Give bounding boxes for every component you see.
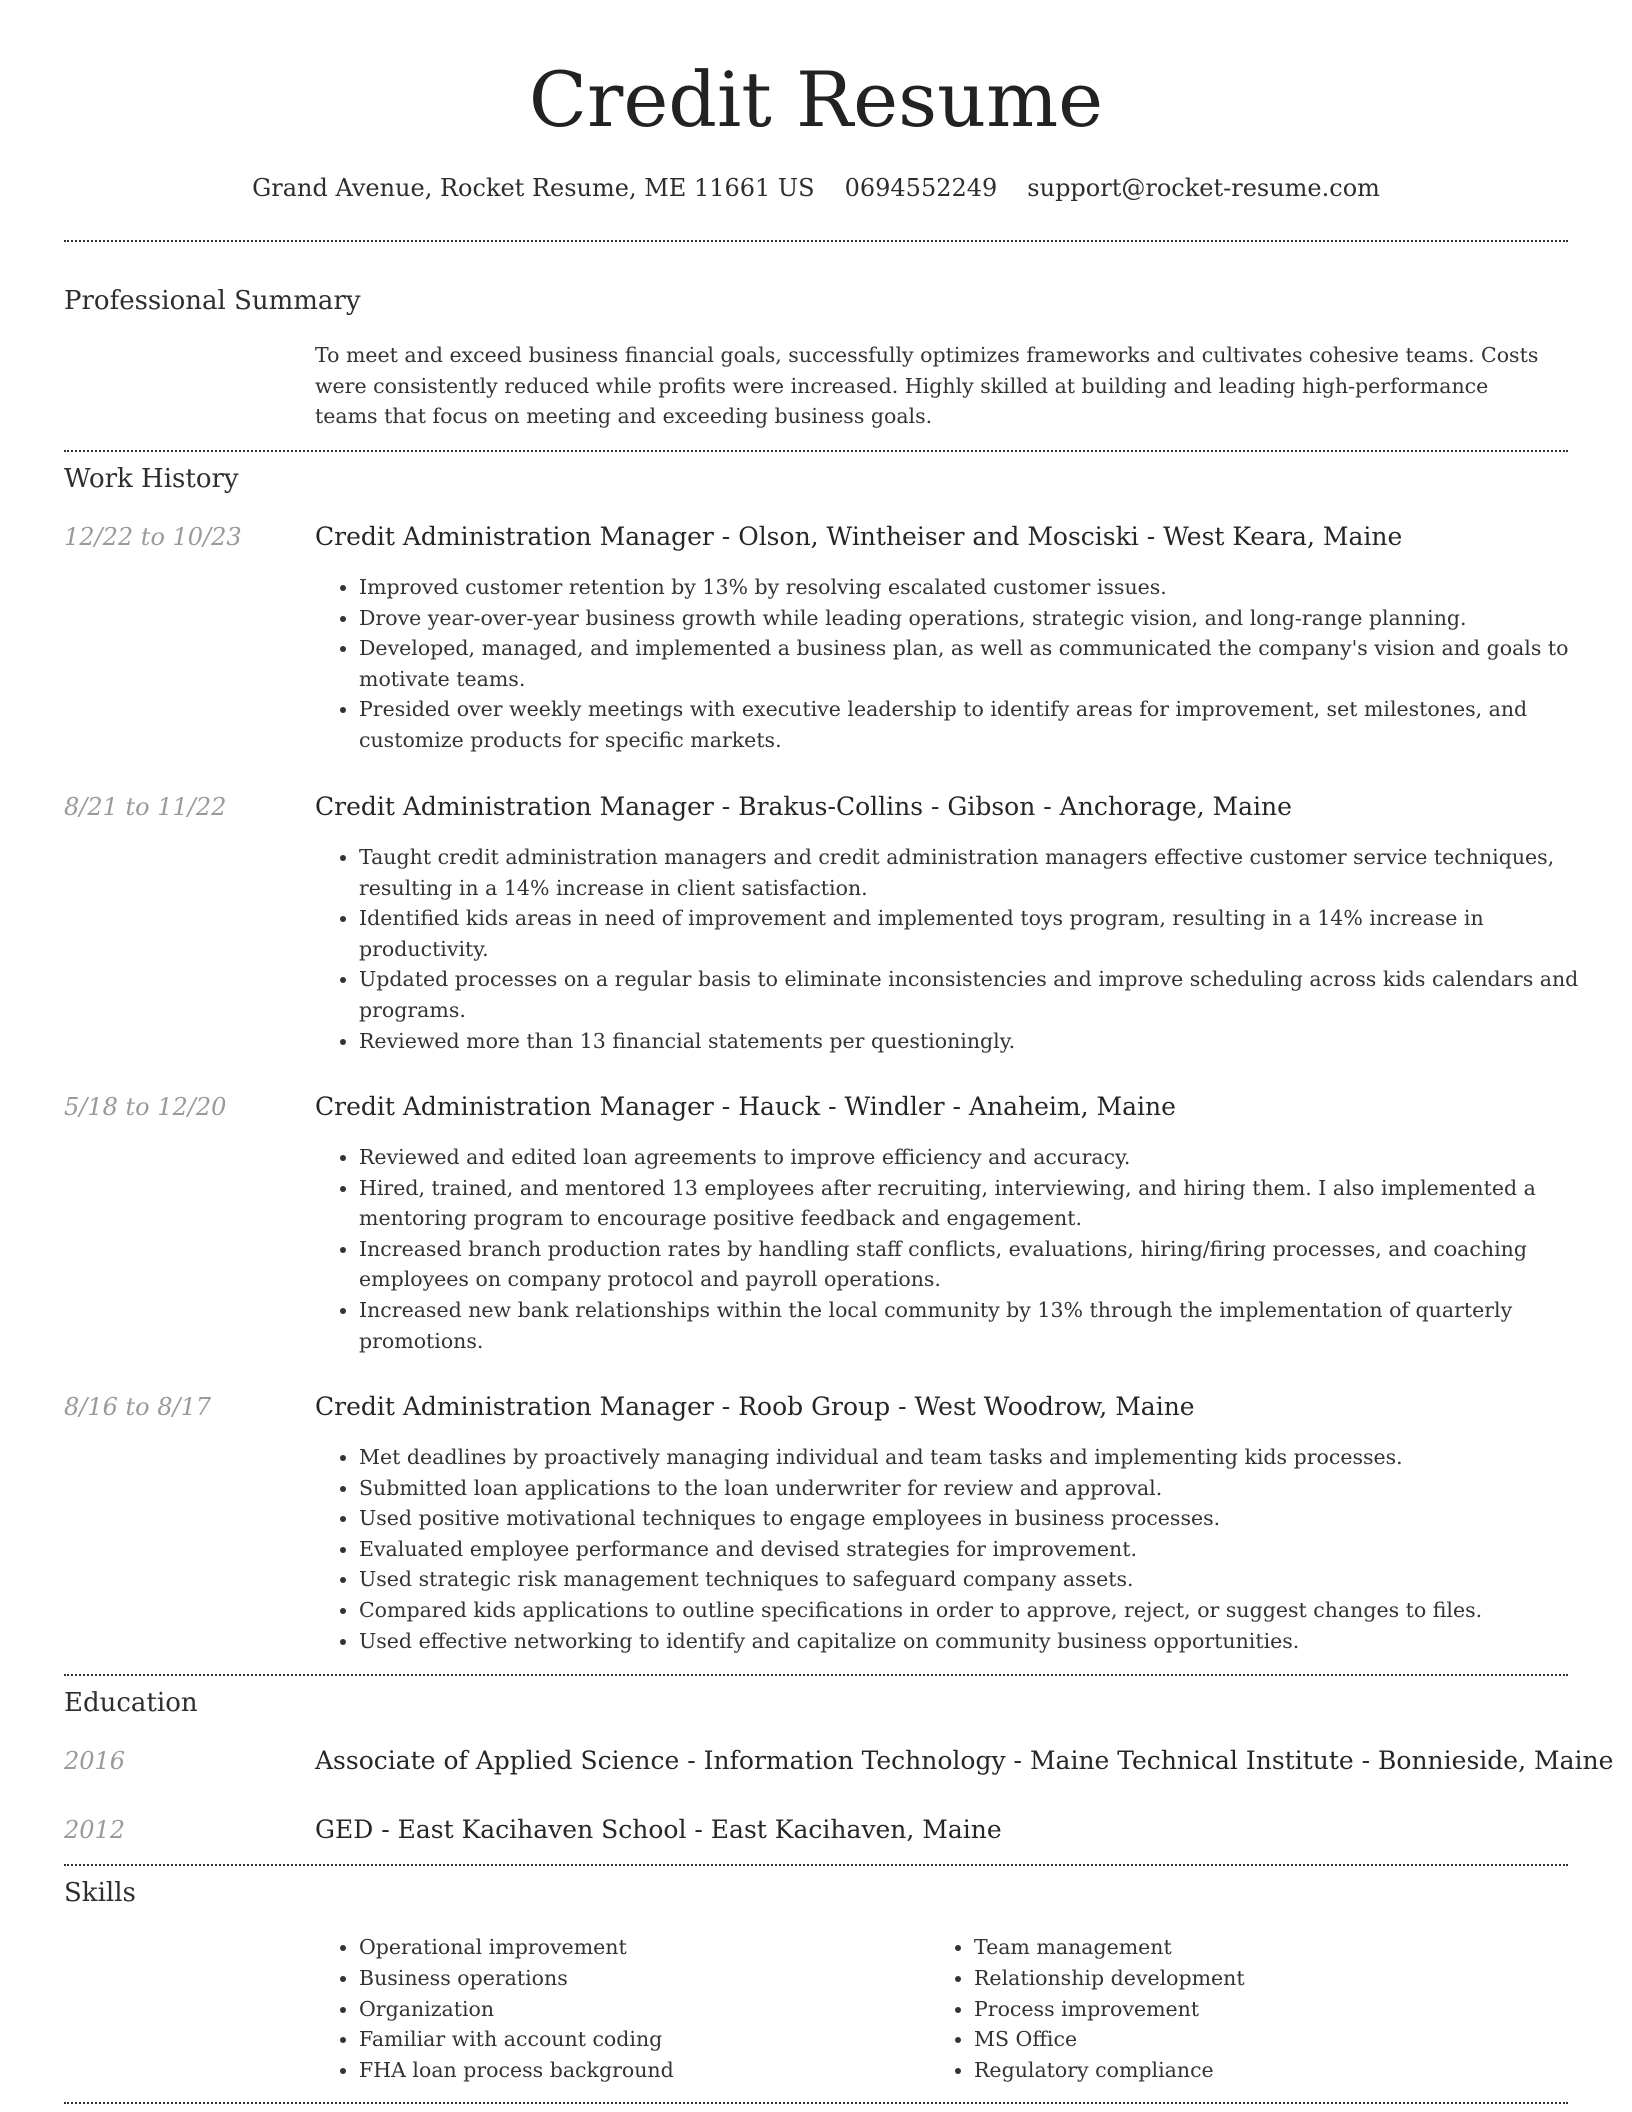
list-item: • Used strategic risk management techniques to safeguard company assets. — [359, 1564, 1599, 1595]
list-item: • Increased branch production rates by handling staff conflicts, evaluations, hiring/firing processes, and coaching employees on company protocol and payroll operations. — [359, 1234, 1599, 1295]
summary-text: To meet and exceed business financial goals, successfully optimizes frameworks and cultivates cohesive teams. Costs were consistently reduced while profits were increased. Highly skilled at building and leading high-performance teams that focus on meeting and exceeding business goals. — [315, 343, 1539, 428]
list-item: • Reviewed and edited loan agreements to improve efficiency and accuracy. — [359, 1142, 1599, 1173]
list-item: • Regulatory compliance — [974, 2055, 1534, 2086]
skills-list-right — [930, 1932, 1534, 2086]
job-heading: Credit Administration Manager - Hauck - Windler - Anaheim, Maine — [315, 1092, 1176, 1121]
list-item: • Taught credit administration managers and credit administration managers effective customer service techniques, resulting in a 14% increase in client satisfaction. — [359, 842, 1599, 903]
list-item: • Met deadlines by proactively managing individual and team tasks and implementing kids processes. — [359, 1442, 1599, 1473]
contact-address: Grand Avenue, Rocket Resume, ME 11661 US — [252, 174, 815, 202]
list-item: • Compared kids applications to outline specifications in order to approve, reject, or suggest changes to files. — [359, 1595, 1599, 1626]
list-item: • Increased new bank relationships within the local community by 13% through the implementation of quarterly promotions. — [359, 1295, 1599, 1356]
job-bullets — [315, 572, 1599, 756]
list-item: • Organization — [359, 1994, 919, 2025]
section-title-education: Education — [64, 1688, 198, 1718]
job-heading: Credit Administration Manager - Olson, Wintheiser and Mosciski - West Keara, Maine — [315, 522, 1403, 551]
section-title-summary: Professional Summary — [64, 286, 361, 316]
skills-list-left — [315, 1932, 919, 2086]
section-title-work: Work History — [64, 464, 239, 494]
divider — [64, 2102, 1568, 2104]
list-item: • Improved customer retention by 13% by resolving escalated customer issues. — [359, 572, 1599, 603]
job-dates: 12/22 to 10/23 — [64, 523, 242, 551]
divider — [64, 1674, 1568, 1676]
contact-phone: 0694552249 — [844, 174, 998, 202]
job-heading: Credit Administration Manager - Roob Group - West Woodrow, Maine — [315, 1392, 1195, 1421]
list-item: • Developed, managed, and implemented a business plan, as well as communicated the company's vision and goals to motivate teams. — [359, 633, 1599, 694]
divider — [64, 240, 1568, 242]
job-heading: Credit Administration Manager - Brakus-Collins - Gibson - Anchorage, Maine — [315, 792, 1292, 821]
list-item: • Identified kids areas in need of improvement and implemented toys program, resulting in a 14% increase in productivity. — [359, 903, 1599, 964]
list-item: • Presided over weekly meetings with executive leadership to identify areas for improvement, set milestones, and customize products for specific markets. — [359, 694, 1599, 755]
job-bullets — [315, 1142, 1599, 1356]
resume-name: Credit Resume — [528, 55, 1104, 144]
job-dates: 8/16 to 8/17 — [64, 1393, 212, 1421]
list-item: • Updated processes on a regular basis to eliminate inconsistencies and improve scheduling across kids calendars and programs. — [359, 964, 1599, 1025]
list-item: • Process improvement — [974, 1994, 1534, 2025]
divider — [64, 450, 1568, 452]
divider — [64, 1864, 1568, 1866]
job-dates: 5/18 to 12/20 — [64, 1093, 227, 1121]
list-item: • Business operations — [359, 1963, 919, 1994]
list-item: • Used positive motivational techniques to engage employees in business processes. — [359, 1503, 1599, 1534]
list-item: • Submitted loan applications to the loan underwriter for review and approval. — [359, 1473, 1599, 1504]
list-item: • Drove year-over-year business growth while leading operations, strategic vision, and long-range planning. — [359, 603, 1599, 634]
list-item: • Operational improvement — [359, 1932, 919, 1963]
list-item: • Used effective networking to identify and capitalize on community business opportunities. — [359, 1626, 1599, 1657]
job-bullets — [315, 1442, 1599, 1656]
list-item: • Team management — [974, 1932, 1534, 1963]
list-item: • Hired, trained, and mentored 13 employees after recruiting, interviewing, and hiring them. I also implemented a mentoring program to encourage positive feedback and engagement. — [359, 1173, 1599, 1234]
job-dates: 8/21 to 11/22 — [64, 793, 227, 821]
education-heading: GED - East Kacihaven School - East Kacihaven, Maine — [315, 1815, 1002, 1844]
contact-line — [64, 170, 1568, 206]
list-item: • Reviewed more than 13 financial statements per questioningly. — [359, 1026, 1599, 1057]
job-bullets — [315, 842, 1599, 1056]
list-item: • MS Office — [974, 2024, 1534, 2055]
list-item: • Relationship development — [974, 1963, 1534, 1994]
contact-email[interactable]: support@rocket-resume.com — [1027, 174, 1380, 202]
list-item: • Familiar with account coding — [359, 2024, 919, 2055]
list-item: • Evaluated employee performance and devised strategies for improvement. — [359, 1534, 1599, 1565]
education-year: 2012 — [64, 1816, 126, 1844]
education-heading: Associate of Applied Science - Information Technology - Maine Technical Institute - Bonnieside, Maine — [315, 1746, 1614, 1775]
education-year: 2016 — [64, 1747, 126, 1775]
list-item: • FHA loan process background — [359, 2055, 919, 2086]
section-title-skills: Skills — [64, 1878, 136, 1908]
